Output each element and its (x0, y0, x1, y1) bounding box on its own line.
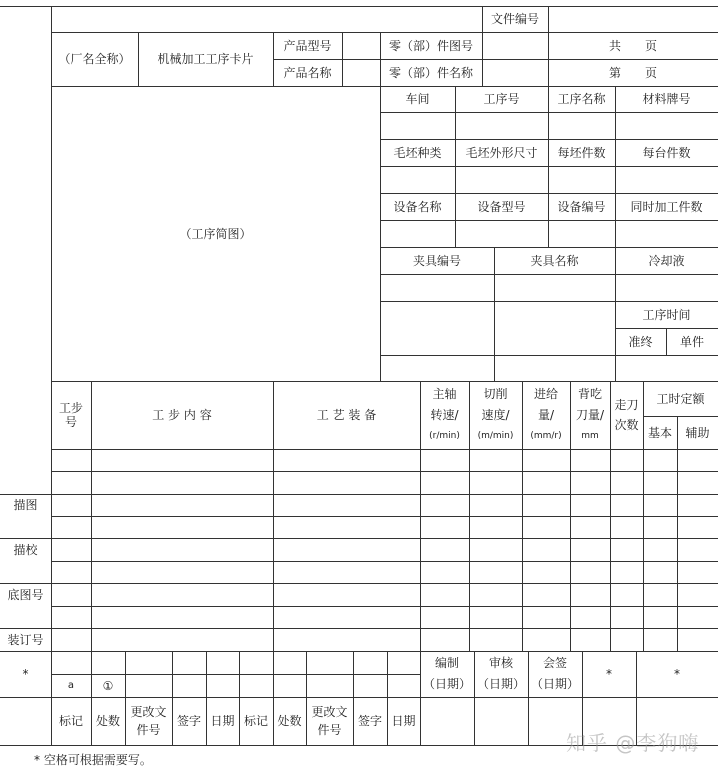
feed-unit: (mm/r) (530, 430, 562, 441)
pieces-per-blank-label: 每坯件数 (557, 145, 606, 160)
rule (380, 166, 718, 167)
cut-speed-header (469, 381, 522, 449)
fixture-no-label: 夹具编号 (412, 253, 461, 268)
depth-line1: 背吃 (577, 386, 602, 401)
product-name-label: 产品名称 (283, 65, 332, 80)
rule (51, 449, 718, 450)
aux-time-header: 辅助 (685, 425, 710, 440)
blank-type-label: 毛坯种类 (393, 145, 442, 160)
rev-count-2: 处数 (277, 714, 302, 728)
countersigned-by (528, 651, 582, 697)
feed-line2: 量/ (537, 407, 555, 422)
rev-sign-1: 签字 (176, 714, 201, 728)
reviewed-by (474, 651, 528, 697)
passes-header (610, 381, 643, 449)
spindle-unit: (r/min) (429, 430, 460, 441)
simultaneous-pieces-label: 同时加工件数 (630, 199, 703, 214)
equipment-name-label: 设备名称 (393, 199, 442, 214)
depth-line2: 刀量/ (575, 407, 605, 422)
rule (380, 274, 718, 275)
compiled-date-label: （日期） (422, 677, 471, 691)
rev-mark-1: 标记 (58, 714, 83, 728)
mark-1: ① (102, 678, 114, 693)
rev-date-2: 日期 (391, 714, 416, 728)
countersign-label: 会签 (542, 656, 567, 670)
step-content-header: 工 步 内 容 (152, 408, 212, 422)
process-time-label: 工序时间 (642, 307, 691, 322)
tracing-label: 描图 (13, 498, 38, 512)
passes-line1: 走刀 (614, 398, 639, 412)
rule (51, 516, 718, 517)
rule (51, 606, 718, 607)
step-no-header (51, 381, 91, 449)
total-pages: 共 页 (608, 38, 657, 53)
part-name-label: 零（部）件名称 (388, 65, 473, 80)
watermark: 知乎 @李狗嗨 (566, 731, 700, 755)
spindle-line1: 主轴 (432, 386, 457, 401)
part-drawing-no-label: 零（部）件图号 (388, 38, 473, 53)
star-label: * (22, 667, 29, 681)
part-name-field[interactable] (482, 59, 548, 86)
basic-time-header: 基本 (647, 425, 672, 440)
compiled-label: 编制 (434, 656, 459, 670)
rule (380, 112, 718, 113)
rule (677, 416, 678, 651)
cut-speed-line1: 切削 (483, 386, 508, 401)
footnote: * 空格可根据需要写。 (34, 753, 152, 767)
countersign-date-label: （日期） (530, 677, 579, 691)
rev-count-1: 处数 (95, 714, 120, 728)
star-cell-1: * (606, 667, 612, 681)
operation-name-label: 工序名称 (557, 92, 606, 106)
rule (380, 220, 718, 221)
cut-speed-unit: (m/min) (477, 430, 514, 441)
spindle-line2: 转速/ (430, 407, 459, 422)
workshop-label: 车间 (405, 92, 430, 106)
product-name-field[interactable] (342, 59, 380, 86)
rule (548, 112, 549, 247)
rev-doc-no-2-text: 更改文件号 (311, 705, 348, 737)
operation-no-label: 工序号 (483, 92, 520, 106)
fixture-name-label: 夹具名称 (530, 253, 579, 268)
mark-a: a (67, 679, 75, 691)
part-drawing-no-field[interactable] (482, 32, 548, 59)
product-model-label: 产品型号 (283, 38, 332, 53)
feed-header (522, 381, 570, 449)
feed-line1: 进给 (533, 386, 558, 401)
binding-no-label: 装订号 (7, 632, 44, 647)
cut-speed-line2: 速度/ (481, 407, 510, 422)
rev-doc-no-2 (306, 697, 353, 745)
material-grade-label: 材料牌号 (642, 92, 691, 106)
product-model-field[interactable] (342, 32, 380, 59)
rev-date-1: 日期 (210, 714, 235, 728)
card-title: 机械加工工序卡片 (157, 52, 254, 66)
time-quota-header: 工时定额 (656, 391, 705, 406)
star-cell-2: * (674, 667, 680, 681)
equipment-model-label: 设备型号 (477, 199, 526, 214)
rule (51, 561, 718, 562)
doc-number-label: 文件编号 (490, 12, 539, 26)
review-date-label: （日期） (476, 677, 525, 691)
compiled-by (420, 651, 474, 697)
trace-check-label: 描校 (13, 542, 38, 557)
step-no-text: 工步号 (58, 401, 83, 429)
passes-line2: 次数 (614, 418, 639, 432)
rule (380, 355, 718, 356)
rule (51, 471, 718, 472)
unit-time-label: 单件 (679, 334, 704, 349)
base-drawing-no-label: 底图号 (7, 587, 44, 602)
blank-size-label: 毛坯外形尺寸 (465, 145, 538, 160)
rev-sign-2: 签字 (357, 714, 382, 728)
rev-doc-no-1 (125, 697, 172, 745)
equipment-header: 工 艺 装 备 (316, 408, 377, 422)
process-sketch-area[interactable]: （工序简图） (179, 226, 252, 241)
doc-number-field[interactable] (548, 6, 718, 32)
rev-doc-no-1-text: 更改文件号 (130, 705, 167, 737)
review-label: 审核 (488, 656, 513, 670)
prep-time-label: 准终 (628, 334, 653, 349)
rev-mark-2: 标记 (243, 714, 268, 728)
depth-unit: mm (581, 430, 599, 441)
factory-name: （厂名全称） (58, 52, 131, 66)
page-number: 第 页 (608, 65, 657, 80)
spindle-speed-header (420, 381, 469, 449)
equipment-no-label: 设备编号 (557, 199, 606, 214)
pieces-per-unit-label: 每台件数 (642, 145, 691, 160)
depth-of-cut-header (570, 381, 610, 449)
coolant-label: 冷却液 (648, 253, 685, 268)
